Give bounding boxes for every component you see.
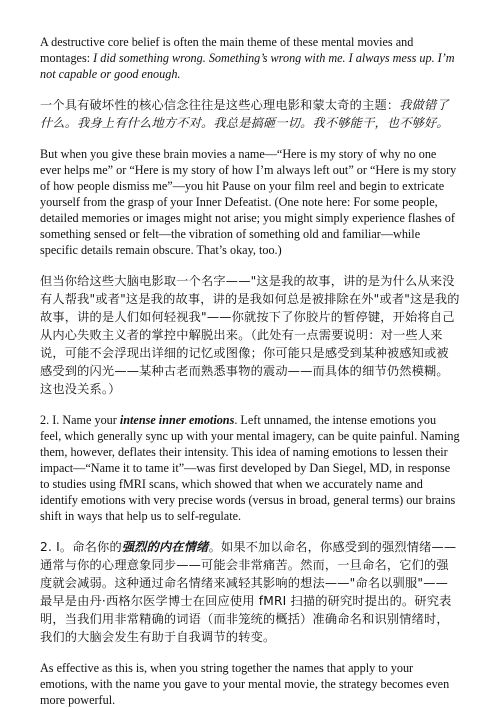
paragraph-2 [40,96,460,132]
paragraph-5-rest: . Left unnamed, the intense emotions you feel, which generally sync up with your mental imagery, can be quite painful. Naming them, however, deflates their intensity. This idea of naming emotions to lessen their impact—“Name it to tame it”—was first developed by Dan Siegel, MD, in response to studies using fMRI scans, which showed that when we accurately name and identify emotions with very precise words (versus in broad, general terms) our brains shift in ways that help us to self-regulate. [40,413,460,523]
paragraph-1-lead: A destructive core belief is often the main theme of these mental movies and montages: [40,35,414,65]
paragraph-5-lead: 2. I. Name your [40,413,120,427]
paragraph-1 [40,34,460,82]
paragraph-3: But when you give these brain movies a name—“Here is my story of why no one ever helps me” or “Here is my story of how I’m always left out” or “Here is my story of how people dismiss me”—you hit Pause on your film reel and begin to extricate yourself from the grasp of your Inner Defeatist. (One note here: For some people, detailed memories or images might not arise; you might simply experience flashes of something sensed or felt—the vibration of something old and familiar—while specific details remain obscure. That’s okay, too.) [40,147,457,257]
paragraph-5-emphasis: intense inner emotions [119,413,235,427]
paragraph-2-lead: 一个具有破坏性的核心信念往往是这些心理电影和蒙太奇的主题： [40,98,400,112]
paragraph-6-rest: 。如果不加以命名，你感受到的强烈情绪——通常与你的心理意象同步——可能会非常痛苦。然而，一旦命名，它们的强度就会减弱。这种通过命名情绪来减轻其影响的想法——"命名以驯服"——最早是由丹·西格尔医学博士在回应使用 fMRI 扫描的研究时提出的。研究表明，当我们用非常精确的词语（而非笼统的概括）准确命名和识别情绪时，我们的大脑会发生有助于自我调节的转变。 [40,540,457,644]
paragraph-4: 但当你给这些大脑电影取一个名字——"这是我的故事，讲的是为什么从来没有人帮我"或者"这是我的故事，讲的是我如何总是被排除在外"或者"这是我的故事，讲的是人们如何轻视我"——你就按下了你胶片的暂停键，开始将自己从内心失败主义者的掌控中解脱出来。（此处有一点需要说明：对一些人来说，可能不会浮现出详细的记忆或图像；你可能只是感受到某种被感知或被感受到的闪光——某种古老而熟悉事物的震动——而具体的细节仍然模糊。这也没关系。） [40,274,460,396]
paragraph-6-emphasis: 强烈的内在情绪 [121,540,209,554]
paragraph-5 [40,412,460,524]
paragraph-1-italic: I did something wrong. Something’s wrong with me. I always mess up. I’m not capable or good enough. [40,51,455,81]
paragraph-2-italic: 我做错了什么。我身上有什么地方不对。我总是搞砸一切。我不够能干，也不够好。 [40,98,449,130]
paragraph-6 [40,538,460,646]
paragraph-7: As effective as this is, when you string together the names that apply to your emotions, with the name you gave to your mental movie, the strategy becomes even more powerful. [40,661,450,707]
paragraph-6-lead: 2. I。命名你的 [40,540,122,554]
